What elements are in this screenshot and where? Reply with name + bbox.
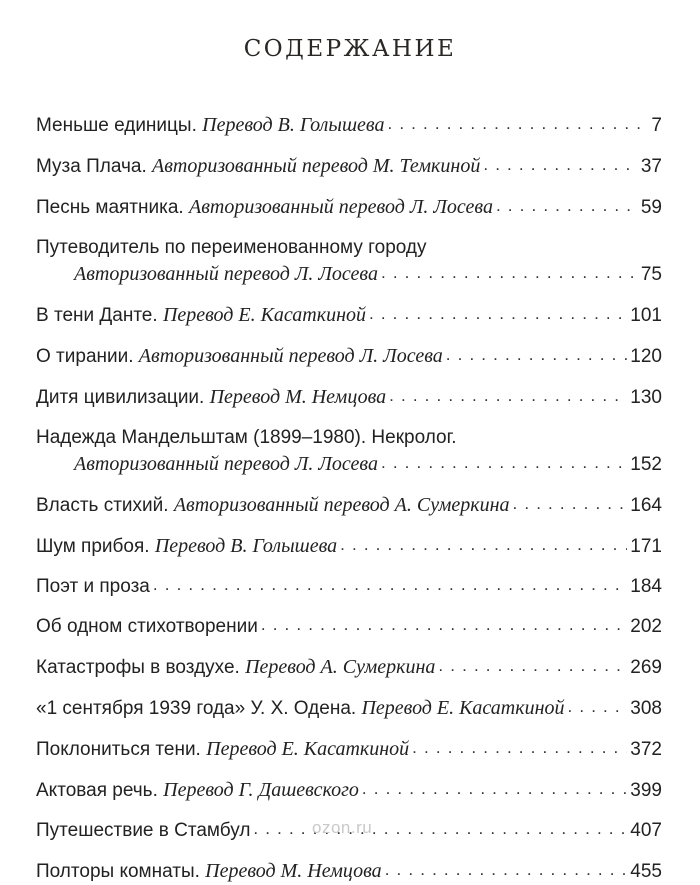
entry-title: Власть стихий. <box>36 495 169 516</box>
entry-translator: Авторизованный перевод Л. Лосева <box>138 345 443 367</box>
toc-entry <box>36 533 662 560</box>
toc-entry <box>36 112 662 139</box>
entry-title: Муза Плача. <box>36 156 147 177</box>
entry-title: Поэт и проза <box>36 576 150 597</box>
page-title: СОДЕРЖАНИЕ <box>243 36 457 62</box>
entry-page-number: 171 <box>630 536 662 557</box>
entry-translator: Авторизованный перевод Л. Лосева <box>188 196 493 218</box>
watermark: ozon.ru <box>312 818 373 837</box>
entry-page-number: 164 <box>630 495 662 516</box>
entry-page-number: 407 <box>630 820 662 841</box>
toc-entry-line <box>36 235 662 261</box>
toc-entry-line <box>36 614 662 640</box>
toc-entry-line <box>36 777 662 804</box>
dot-leader <box>513 491 628 517</box>
entry-title: О тирании. <box>36 346 134 367</box>
entry-page-number: 308 <box>630 698 662 719</box>
entry-title: Путешествие в Стамбул <box>36 820 251 841</box>
dot-leader <box>253 816 627 842</box>
dot-leader <box>340 532 627 558</box>
entry-title: Об одном стихотворении <box>36 616 258 637</box>
entry-translator: Перевод Е. Касаткиной <box>206 738 410 760</box>
toc-entry <box>36 858 662 885</box>
entry-translator: Перевод А. Сумеркина <box>245 656 436 678</box>
entry-title: Поклониться тени. <box>36 739 201 760</box>
toc-entry <box>36 574 662 600</box>
toc-entry <box>36 194 662 221</box>
entry-title: Актовая речь. <box>36 780 158 801</box>
toc-entry-line <box>36 112 662 139</box>
entry-page-number: 37 <box>640 156 662 177</box>
toc-entry-line <box>36 533 662 560</box>
toc-entry <box>36 153 662 180</box>
entry-page-number: 120 <box>630 346 662 367</box>
toc-entry-line <box>36 695 662 722</box>
toc-entry-line <box>36 425 662 451</box>
entry-translator: Перевод В. Голышева <box>202 114 385 136</box>
dot-leader <box>381 450 627 476</box>
entry-translator: Перевод Е. Касаткиной <box>162 304 366 326</box>
entry-title: «1 сентября 1939 года» У. Х. Одена. <box>36 698 357 719</box>
dot-leader <box>369 301 627 327</box>
toc-entry <box>36 235 662 288</box>
entry-page-number: 59 <box>640 197 662 218</box>
toc-entry-line <box>36 654 662 681</box>
entry-page-number: 101 <box>630 305 662 326</box>
entry-page-number: 75 <box>640 264 662 285</box>
dot-leader <box>362 776 627 802</box>
toc-entry-line <box>36 736 662 763</box>
toc-entry-line <box>36 261 662 288</box>
entry-title: Дитя цивилизации. <box>36 387 205 408</box>
entry-translator: Перевод Г. Дашевского <box>163 779 359 801</box>
entry-translator: Авторизованный перевод Л. Лосева <box>74 453 378 475</box>
toc-entry <box>36 777 662 804</box>
table-of-contents <box>36 112 662 885</box>
entry-title: Песнь маятника. <box>36 197 184 218</box>
toc-entry <box>36 695 662 722</box>
entry-page-number: 399 <box>630 780 662 801</box>
toc-entry <box>36 736 662 763</box>
toc-entry <box>36 343 662 370</box>
dot-leader <box>496 193 638 219</box>
dot-leader <box>438 653 627 679</box>
entry-translator: Перевод М. Немцова <box>205 860 382 882</box>
entry-translator: Авторизованный перевод Л. Лосева <box>74 263 378 285</box>
entry-title: Шум прибоя. <box>36 536 150 557</box>
entry-page-number: 152 <box>630 454 662 475</box>
dot-leader <box>412 735 627 761</box>
toc-entry <box>36 425 662 478</box>
entry-title: Полторы комнаты. <box>36 861 200 882</box>
toc-entry-line <box>36 858 662 885</box>
toc-entry-line <box>36 451 662 478</box>
entry-title: Меньше единицы. <box>36 115 197 136</box>
entry-title: Путеводитель по переименованному городу <box>36 237 427 258</box>
entry-title: Катастрофы в воздухе. <box>36 657 240 678</box>
entry-translator: Перевод М. Немцова <box>209 386 387 408</box>
entry-page-number: 372 <box>630 739 662 760</box>
toc-entry-line <box>36 302 662 329</box>
dot-leader <box>385 857 628 883</box>
toc-entry-line <box>36 343 662 370</box>
entry-translator: Перевод Е. Касаткиной <box>361 697 565 719</box>
entry-translator: Авторизованный перевод М. Темкиной <box>152 155 481 177</box>
toc-entry <box>36 614 662 640</box>
entry-translator: Перевод В. Голышева <box>154 535 338 557</box>
toc-entry <box>36 654 662 681</box>
toc-entry-line <box>36 194 662 221</box>
toc-entry <box>36 384 662 411</box>
entry-page-number: 202 <box>630 616 662 637</box>
dot-leader <box>483 152 638 178</box>
entry-title: В тени Данте. <box>36 305 158 326</box>
entry-page-number: 455 <box>630 861 662 882</box>
toc-entry <box>36 302 662 329</box>
dot-leader <box>261 612 627 638</box>
toc-entry-line <box>36 574 662 600</box>
entry-translator: Авторизованный перевод А. Сумеркина <box>173 494 510 516</box>
entry-page-number: 269 <box>630 657 662 678</box>
dot-leader <box>446 342 628 368</box>
entry-title: Надежда Мандельштам (1899–1980). Некролог. <box>36 427 457 448</box>
dot-leader <box>381 260 638 286</box>
dot-leader <box>568 694 628 720</box>
dot-leader <box>389 383 627 409</box>
entry-page-number: 130 <box>630 387 662 408</box>
toc-entry-line <box>36 153 662 180</box>
toc-entry-line <box>36 492 662 519</box>
dot-leader <box>153 572 627 598</box>
entry-page-number: 7 <box>651 115 662 136</box>
dot-leader <box>387 111 648 137</box>
toc-entry <box>36 492 662 519</box>
toc-entry-line <box>36 384 662 411</box>
entry-page-number: 184 <box>630 576 662 597</box>
